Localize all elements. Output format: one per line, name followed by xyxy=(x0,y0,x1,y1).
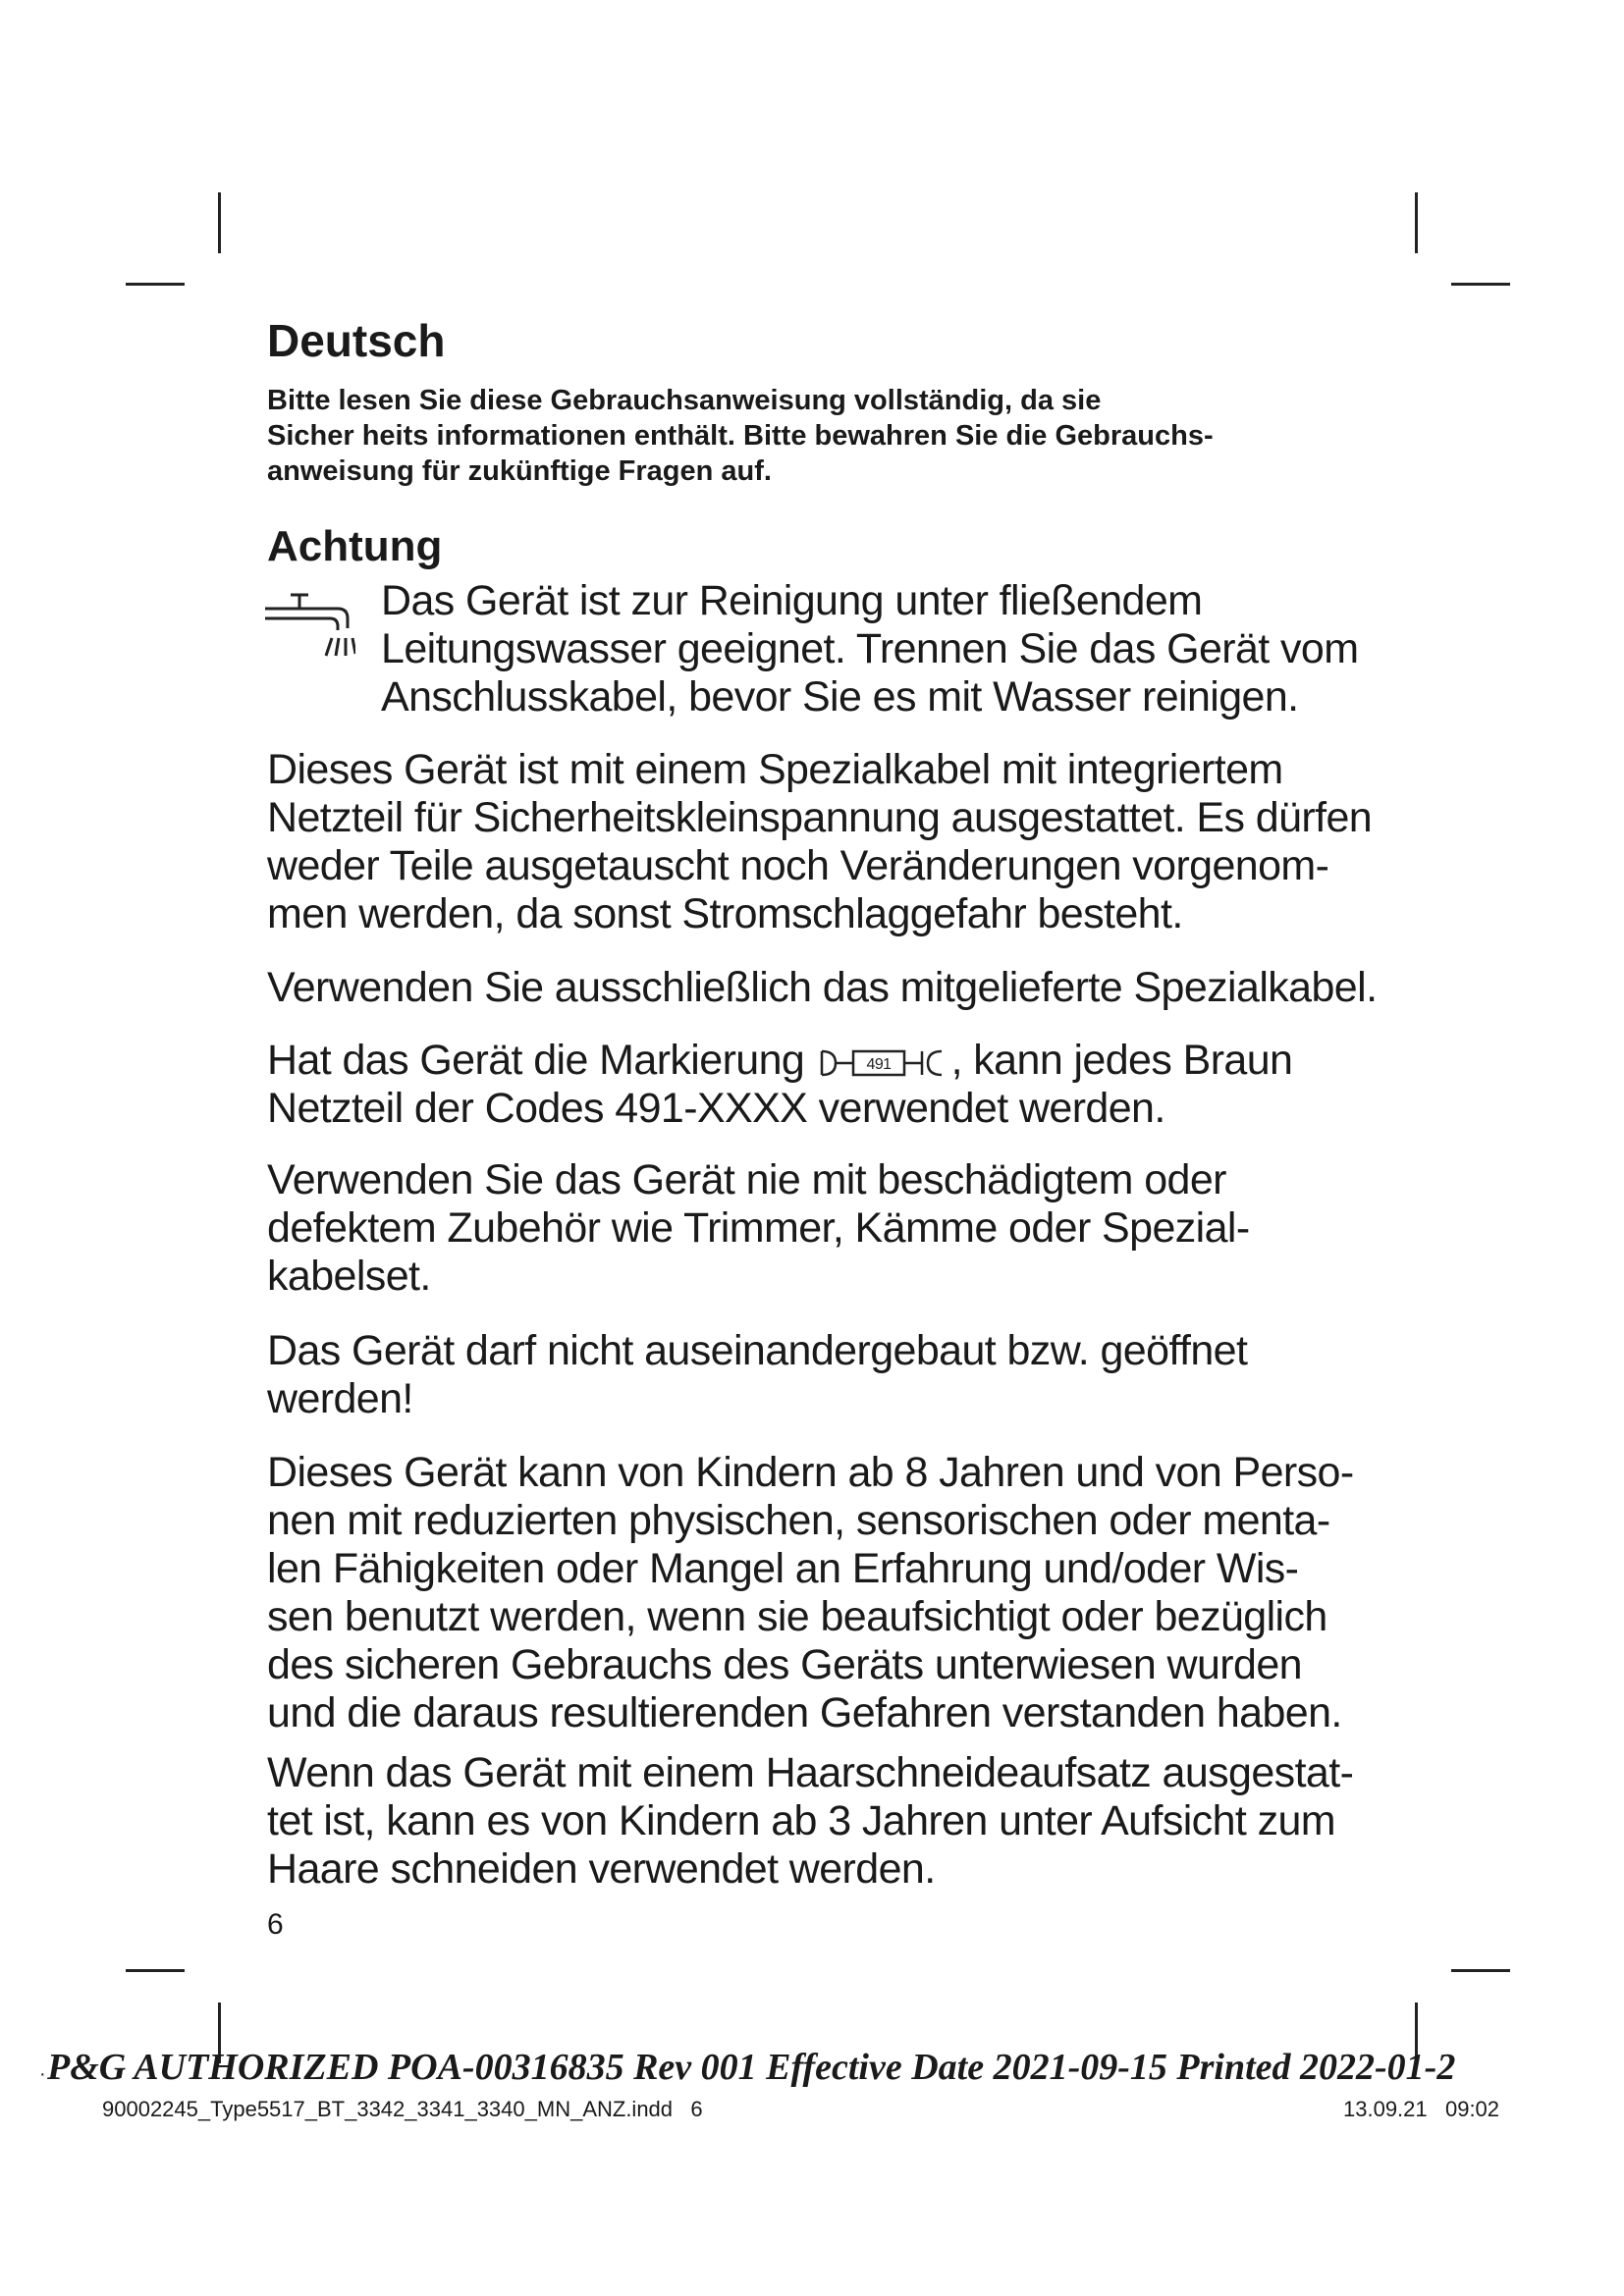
marking-text-after: , kann jedes Braun Netzteil der Codes 491-XXXX verwendet werden. xyxy=(267,1037,1293,1132)
crop-mark xyxy=(1415,192,1418,253)
marking-code: 491 xyxy=(866,1055,892,1073)
file-name: 90002245_Type5517_BT_3342_3341_3340_MN_ANZ.indd 6 xyxy=(102,2097,703,2121)
marking-text-before: Hat das Gerät die Markierung xyxy=(267,1037,816,1084)
print-timestamp: 13.09.21 09:02 xyxy=(1343,2097,1500,2121)
crop-mark xyxy=(1451,1969,1510,1972)
water-cleaning-note: Das Gerät ist zur Reinigung unter fließendem Leitungswasser geeignet. Trennen Sie das Gerät vom Anschlusskabel, bevor Sie es mit Wasser reinigen. xyxy=(381,577,1359,721)
crop-mark xyxy=(1451,283,1510,286)
crop-mark xyxy=(218,192,221,253)
crop-mark xyxy=(126,1969,185,1972)
paragraph-marking xyxy=(267,1037,1396,1133)
paragraph-damaged-accessories: Verwenden Sie das Gerät nie mit beschädigtem oder defektem Zubehör wie Trimmer, Kämme oder Spezial- kabelset. xyxy=(267,1156,1250,1300)
authorization-stamp: P&G AUTHORIZED POA-00316835 Rev 001 Effective Date 2021-09-15 Printed 2022-01-2 xyxy=(47,2047,1456,2088)
crop-mark xyxy=(126,283,185,286)
warning-heading: Achtung xyxy=(267,522,443,570)
paragraph-special-cable: Dieses Gerät ist mit einem Spezialkabel mit integriertem Netzteil für Sicherheitskleinspannung ausgestattet. Es dürfen weder Teile ausgetauscht noch Veränderungen vorgenom- men werden, da sonst Stromschlaggefahr besteht. xyxy=(267,746,1373,937)
paragraph-children-3-years: Wenn das Gerät mit einem Haarschneideaufsatz ausgestat- tet ist, kann es von Kindern ab 3 Jahren unter Aufsicht zum Haare schneiden verwendet werden. xyxy=(267,1749,1354,1893)
running-water-tap-icon xyxy=(261,585,355,669)
authorization-dot: · xyxy=(39,2063,46,2085)
paragraph-children-8-years: Dieses Gerät kann von Kindern ab 8 Jahren und von Perso- nen mit reduzierten physischen, sensorischen oder menta- len Fähigkeiten oder Mangel an Erfahrung und/oder Wis- sen benutzt werden, wenn sie beaufsichtigt oder bezüglich des sicheren Gebrauchs des Geräts unterwiesen wurden und die daraus resultierenden Gefahren verstanden haben. xyxy=(267,1449,1354,1736)
intro-notice: Bitte lesen Sie diese Gebrauchsanweisung vollständig, da sie Sicher heits informationen enthält. Bitte bewahren Sie die Gebrauchs- anweisung für zukünftige Fragen auf. xyxy=(267,385,1214,487)
language-heading: Deutsch xyxy=(267,315,446,366)
paragraph-use-supplied-cable: Verwenden Sie ausschließlich das mitgelieferte Spezialkabel. xyxy=(267,964,1378,1011)
braun-491-power-supply-marking-icon xyxy=(818,1043,949,1083)
paragraph-do-not-open: Das Gerät darf nicht auseinandergebaut bzw. geöffnet werden! xyxy=(267,1327,1248,1422)
page-number: 6 xyxy=(267,1908,284,1941)
